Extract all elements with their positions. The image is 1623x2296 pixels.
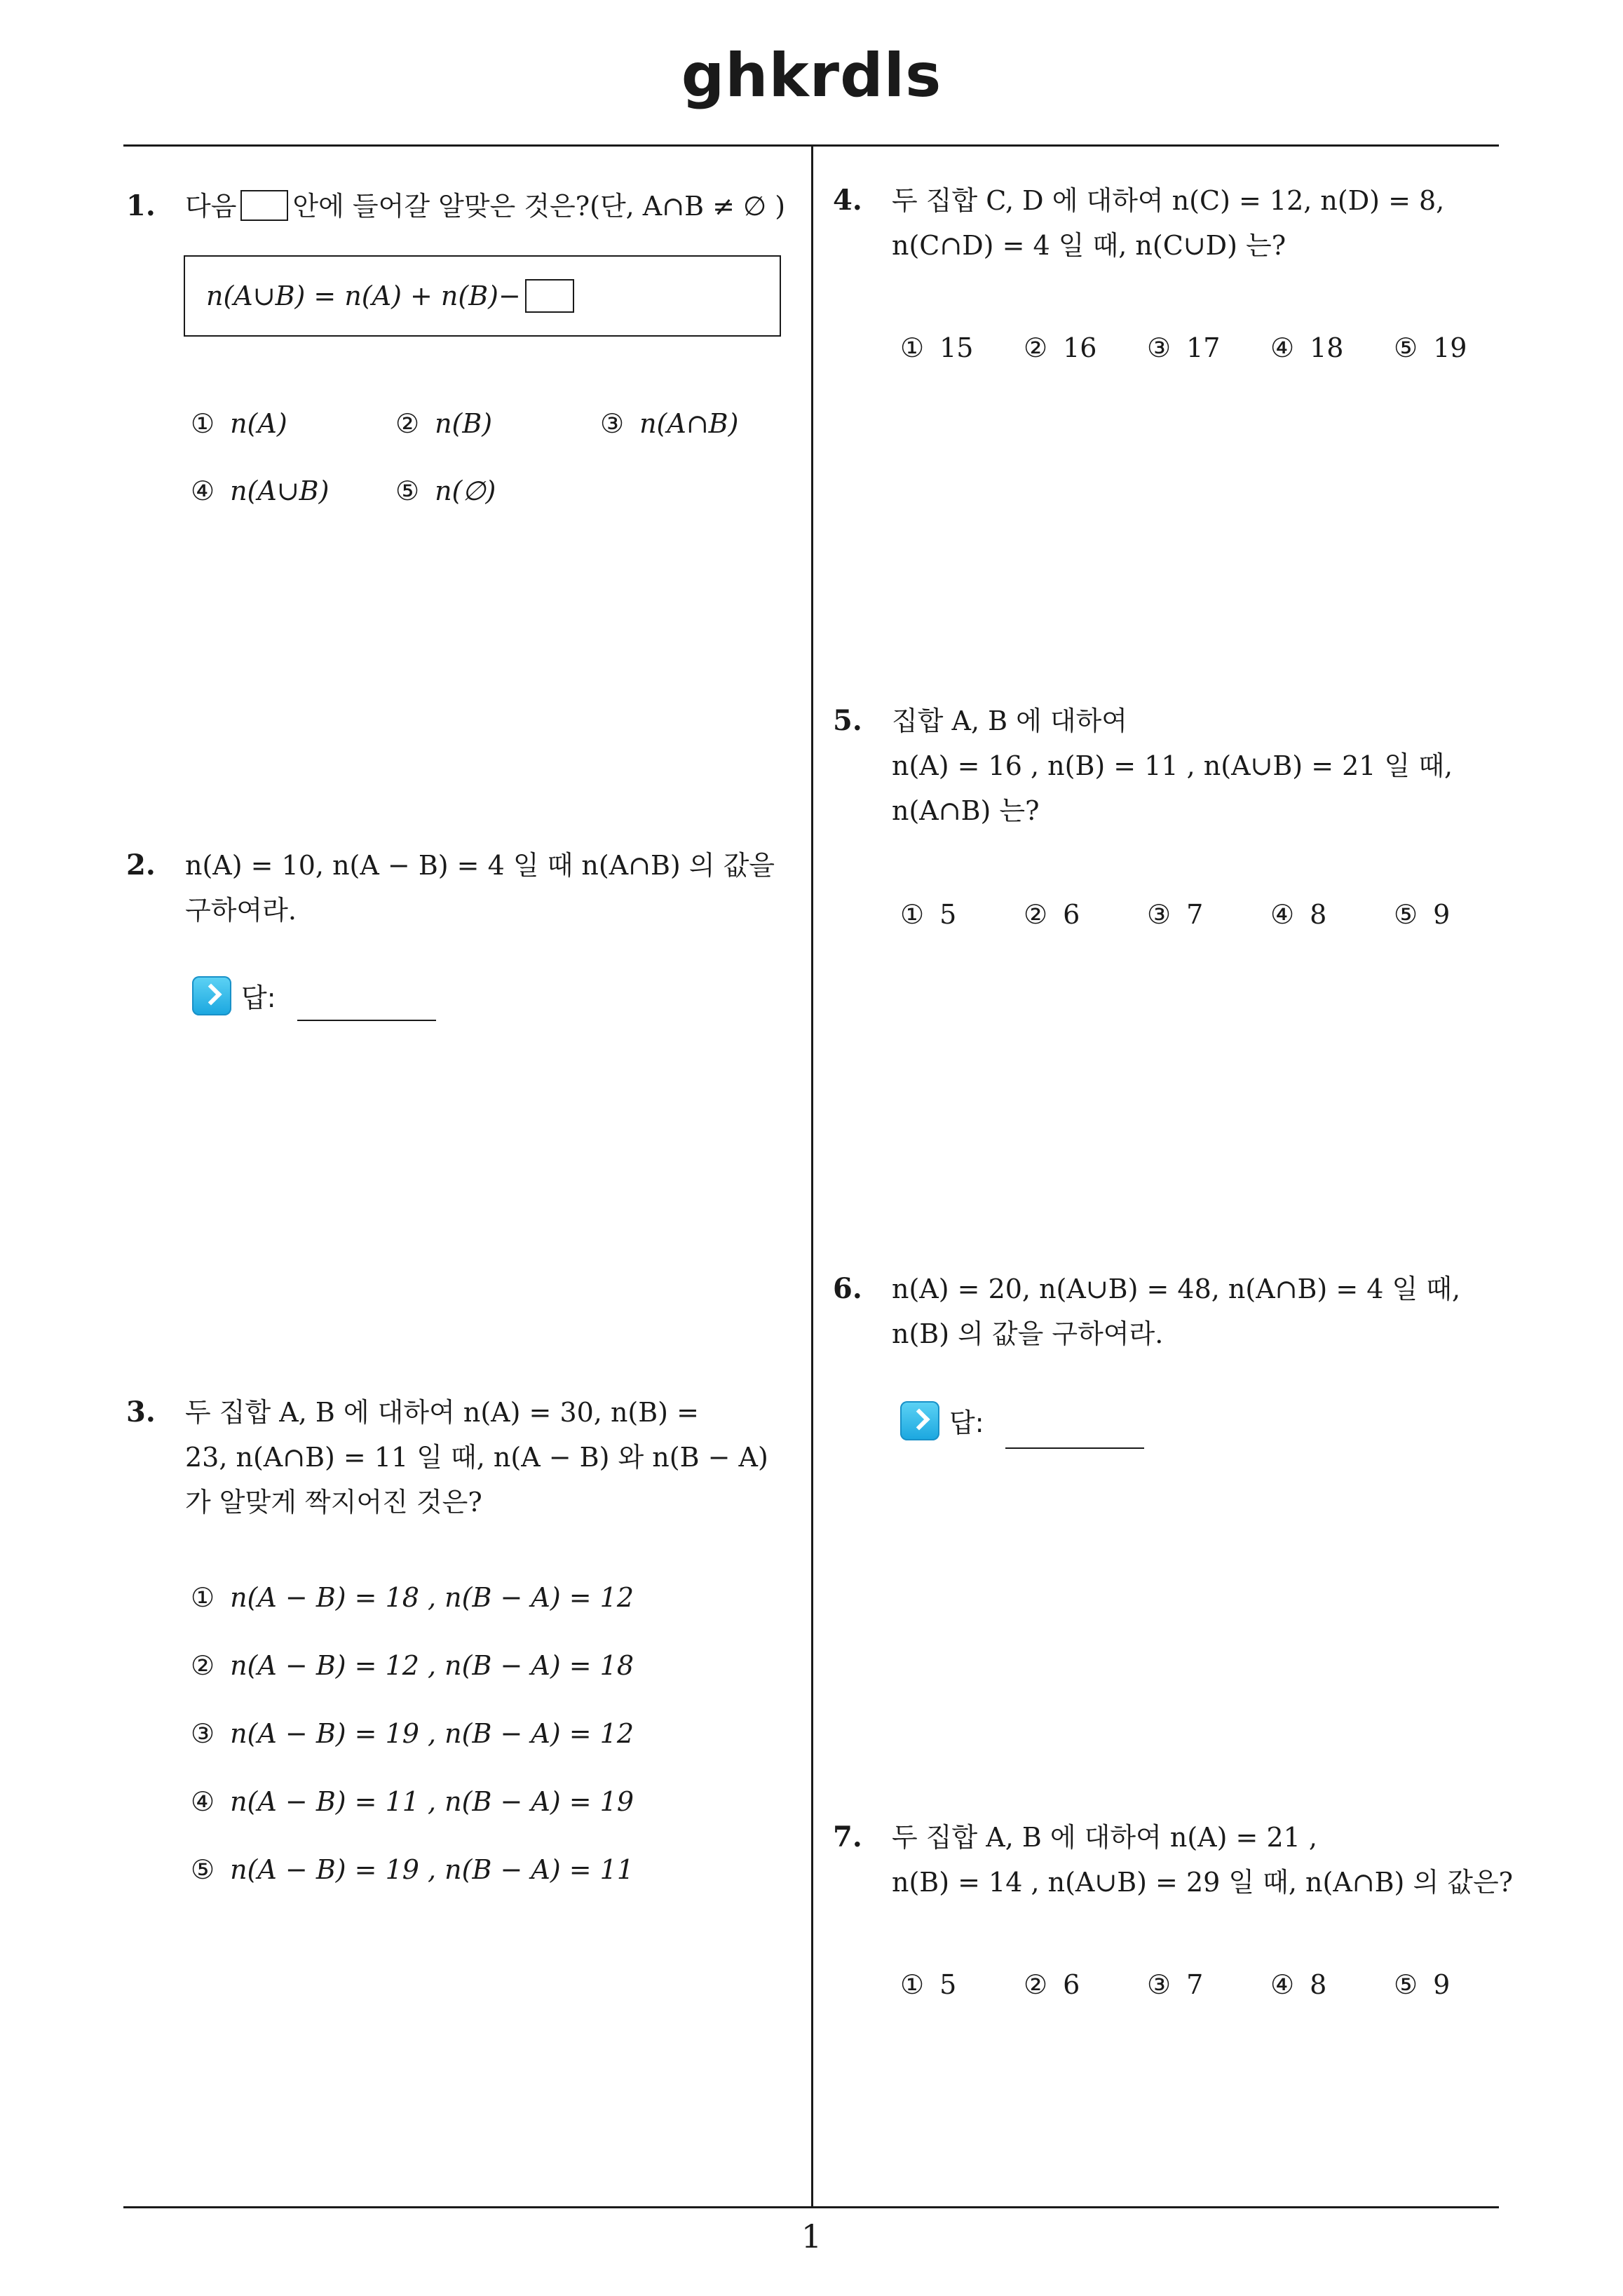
choice-marker: ④ bbox=[1270, 332, 1295, 363]
column-divider bbox=[811, 144, 813, 2208]
choice-1[interactable] bbox=[900, 332, 973, 363]
choice-5[interactable] bbox=[395, 475, 496, 506]
choice-4[interactable] bbox=[1270, 899, 1326, 930]
answer-input-line[interactable] bbox=[1005, 1447, 1144, 1449]
choice-text: n(B) bbox=[435, 408, 493, 439]
question-stem: n(B) 의 값을 구하여라. bbox=[892, 1318, 1164, 1349]
choice-3[interactable] bbox=[1147, 1969, 1203, 2000]
choice-3[interactable] bbox=[1147, 332, 1220, 363]
choice-text: 19 bbox=[1433, 332, 1467, 363]
choice-text: 9 bbox=[1433, 1969, 1451, 2000]
blank-box bbox=[525, 279, 574, 313]
question-number: 1. bbox=[126, 189, 156, 222]
question-number: 5. bbox=[833, 704, 862, 737]
choice-3[interactable] bbox=[600, 408, 738, 439]
formula-box bbox=[184, 255, 781, 337]
choice-1[interactable] bbox=[900, 899, 956, 930]
question-number: 6. bbox=[833, 1272, 862, 1305]
choice-text: 6 bbox=[1063, 1969, 1080, 2000]
answer-arrow-icon bbox=[900, 1401, 939, 1440]
question-stem: n(B) = 14 , n(A∪B) = 29 일 때, n(A∩B) 의 값은? bbox=[892, 1867, 1514, 1898]
choice-text: n(A − B) = 19 , n(B − A) = 11 bbox=[230, 1854, 634, 1885]
choice-text: 8 bbox=[1310, 1969, 1327, 2000]
choice-2[interactable] bbox=[1024, 899, 1080, 930]
formula-text: n(A∪B) = n(A) + n(B)− bbox=[206, 281, 521, 311]
question-stem: 23, n(A∩B) = 11 일 때, n(A − B) 와 n(B − A) bbox=[185, 1442, 768, 1473]
question-stem: 가 알맞게 짝지어진 것은? bbox=[185, 1487, 482, 1518]
choice-text: 17 bbox=[1186, 332, 1221, 363]
choice-marker: ① bbox=[191, 408, 215, 439]
question-stem: 다음 bbox=[185, 191, 237, 222]
page-number: 1 bbox=[801, 2217, 822, 2255]
choice-text: 8 bbox=[1310, 899, 1327, 930]
choice-text: n(A) bbox=[230, 408, 287, 439]
choice-marker: ⑤ bbox=[1394, 332, 1418, 363]
choice-2[interactable] bbox=[1024, 332, 1096, 363]
question-stem: 두 집합 C, D 에 대하여 n(C) = 12, n(D) = 8, bbox=[892, 185, 1445, 216]
answer-input-line[interactable] bbox=[297, 1020, 436, 1021]
choice-text: 6 bbox=[1063, 899, 1080, 930]
page-title: ghkrdls bbox=[681, 41, 942, 111]
question-stem: n(C∩D) = 4 일 때, n(C∪D) 는? bbox=[892, 230, 1286, 261]
choice-text: 7 bbox=[1186, 899, 1204, 930]
question-stem: n(A) = 16 , n(B) = 11 , n(A∪B) = 21 일 때, bbox=[892, 750, 1453, 781]
question-number: 2. bbox=[126, 849, 156, 882]
choice-marker: ③ bbox=[1147, 332, 1172, 363]
choice-5[interactable] bbox=[1394, 899, 1450, 930]
choice-text: 7 bbox=[1186, 1969, 1204, 2000]
choice-marker: ⑤ bbox=[1394, 1969, 1418, 2000]
choice-marker: ③ bbox=[600, 408, 625, 439]
blank-box bbox=[240, 190, 288, 221]
choice-text: 9 bbox=[1433, 899, 1451, 930]
choice-marker: ① bbox=[900, 332, 925, 363]
question-2 bbox=[126, 843, 799, 941]
choice-text: n(A∩B) bbox=[639, 408, 739, 439]
choice-text: n(A − B) = 18 , n(B − A) = 12 bbox=[230, 1582, 634, 1613]
choice-2[interactable] bbox=[395, 408, 492, 439]
footer-divider bbox=[123, 2206, 1499, 2208]
question-number: 4. bbox=[833, 184, 862, 217]
choice-marker: ⑤ bbox=[395, 475, 420, 506]
question-5 bbox=[833, 698, 1506, 839]
choice-marker: ⑤ bbox=[1394, 899, 1418, 930]
choice-marker: ④ bbox=[1270, 1969, 1295, 2000]
choice-marker: ① bbox=[900, 1969, 925, 2000]
choice-text: n(A − B) = 11 , n(B − A) = 19 bbox=[230, 1786, 634, 1817]
choice-marker: ③ bbox=[1147, 899, 1172, 930]
choice-marker: ② bbox=[1024, 332, 1048, 363]
question-stem: 안에 들어갈 알맞은 것은?(단, A∩B ≠ ∅ ) bbox=[292, 191, 786, 222]
choice-marker: ③ bbox=[1147, 1969, 1172, 2000]
choice-3[interactable] bbox=[191, 1718, 634, 1749]
choice-5[interactable] bbox=[1394, 332, 1467, 363]
choice-4[interactable] bbox=[1270, 332, 1343, 363]
question-stem: n(A∩B) 는? bbox=[892, 795, 1040, 826]
answer-label: 답: bbox=[241, 982, 276, 1013]
choice-2[interactable] bbox=[191, 1650, 634, 1681]
choice-marker: ② bbox=[1024, 1969, 1048, 2000]
choice-marker: ④ bbox=[191, 1786, 215, 1817]
choice-2[interactable] bbox=[1024, 1969, 1080, 2000]
choice-text: 5 bbox=[939, 1969, 957, 2000]
question-stem: 구하여라. bbox=[185, 895, 297, 926]
choice-4[interactable] bbox=[191, 475, 329, 506]
choice-marker: ① bbox=[191, 1582, 215, 1613]
question-stem: n(A) = 20, n(A∪B) = 48, n(A∩B) = 4 일 때, bbox=[892, 1274, 1461, 1304]
choice-marker: ⑤ bbox=[191, 1854, 215, 1885]
choice-marker: ③ bbox=[191, 1718, 215, 1749]
choice-1[interactable] bbox=[191, 408, 287, 439]
question-number: 3. bbox=[126, 1396, 156, 1429]
question-stem: n(A) = 10, n(A − B) = 4 일 때 n(A∩B) 의 값을 bbox=[185, 850, 775, 881]
answer-arrow-icon bbox=[192, 976, 231, 1015]
choice-5[interactable] bbox=[191, 1854, 634, 1885]
choice-text: n(A∪B) bbox=[230, 475, 330, 506]
choice-text: n(A − B) = 12 , n(B − A) = 18 bbox=[230, 1650, 634, 1681]
question-stem: 두 집합 A, B 에 대하여 n(A) = 30, n(B) = bbox=[185, 1397, 699, 1428]
question-stem: 집합 A, B 에 대하여 bbox=[892, 705, 1128, 736]
question-7 bbox=[833, 1815, 1514, 1913]
question-number: 7. bbox=[833, 1821, 862, 1853]
question-4 bbox=[833, 178, 1506, 276]
question-3 bbox=[126, 1390, 799, 1530]
choice-text: 5 bbox=[939, 899, 957, 930]
choice-5[interactable] bbox=[1394, 1969, 1450, 2000]
choice-marker: ④ bbox=[191, 475, 215, 506]
answer-label: 답: bbox=[949, 1407, 984, 1438]
choice-marker: ② bbox=[191, 1650, 215, 1681]
choice-4[interactable] bbox=[191, 1786, 634, 1817]
choice-text: 15 bbox=[939, 332, 974, 363]
question-6 bbox=[833, 1267, 1506, 1365]
question-stem: 두 집합 A, B 에 대하여 n(A) = 21 , bbox=[892, 1822, 1317, 1853]
choice-text: 16 bbox=[1063, 332, 1097, 363]
choice-marker: ④ bbox=[1270, 899, 1295, 930]
choice-3[interactable] bbox=[1147, 899, 1203, 930]
choice-marker: ① bbox=[900, 899, 925, 930]
choice-marker: ② bbox=[395, 408, 420, 439]
choice-4[interactable] bbox=[1270, 1969, 1326, 2000]
choice-text: n(A − B) = 19 , n(B − A) = 12 bbox=[230, 1718, 634, 1749]
choice-text: n(∅) bbox=[435, 475, 496, 506]
choice-1[interactable] bbox=[191, 1582, 634, 1613]
choice-text: 18 bbox=[1310, 332, 1344, 363]
choice-marker: ② bbox=[1024, 899, 1048, 930]
choice-1[interactable] bbox=[900, 1969, 956, 2000]
